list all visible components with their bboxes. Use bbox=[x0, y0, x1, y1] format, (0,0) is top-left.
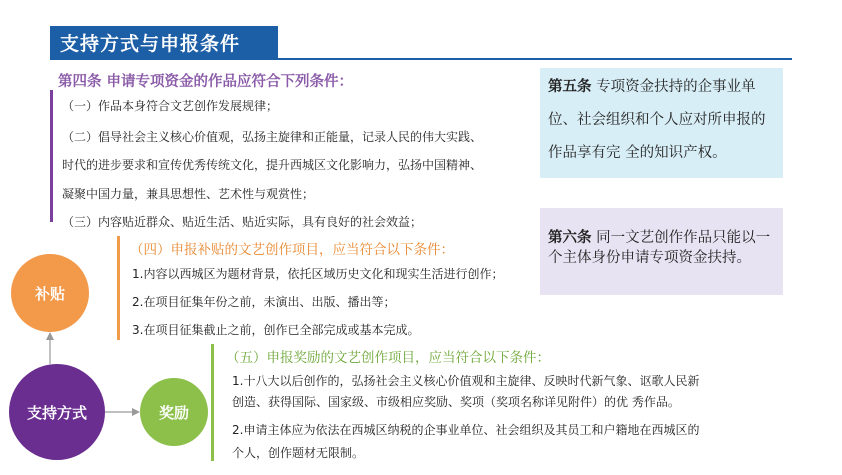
reward-line-2: 创造、获得国际、国家级、市级相应奖励、奖项（奖项名称详见附件）的优 秀作品。 bbox=[232, 395, 680, 409]
article6-text: 同一文艺创作作品只能以一个主体身份申请专项资金扶持。 bbox=[548, 230, 771, 266]
article4-line-3: 时代的进步要求和宣传优秀传统文化，提升西城区文化影响力，弘扬中国精神、 bbox=[62, 158, 483, 172]
reward-heading: （五）申报奖励的文艺创作项目，应当符合以下条件： bbox=[226, 350, 550, 366]
support-method-circle: 支持方式 bbox=[9, 364, 105, 460]
article5-text: 专项资金扶持的企事业单位、社会组织和个人应对所申报的作品享有完 全的知识产权。 bbox=[548, 79, 766, 161]
article4-line-4: 凝聚中国力量，兼具思想性、艺术性与观赏性； bbox=[62, 187, 315, 201]
article4-line-1: （一）作品本身符合文艺创作发展规律； bbox=[62, 99, 279, 113]
subsidy-line-3: 3.在项目征集截止之前，创作已全部完成或基本完成。 bbox=[132, 323, 420, 337]
subsidy-line-2: 2.在项目征集年份之前，未演出、出版、播出等； bbox=[132, 295, 396, 309]
reward-line-4: 个人，创作题材无限制。 bbox=[232, 446, 365, 460]
article4-line-5: （三）内容贴近群众、贴近生活、贴近实际，具有良好的社会效益； bbox=[62, 215, 423, 229]
subsidy-heading: （四）申报补贴的文艺创作项目，应当符合以下条件： bbox=[130, 242, 454, 258]
reward-circle: 奖励 bbox=[140, 378, 208, 446]
reward-line-1: 1.十八大以后创作的，弘扬社会主义核心价值观和主旋律、反映时代新气象、讴歌人民新 bbox=[232, 374, 700, 388]
article4-line-2: （二）倡导社会主义核心价值观，弘扬主旋律和正能量，记录人民的伟大实践、 bbox=[62, 130, 483, 144]
article6-label: 第六条 bbox=[548, 230, 592, 246]
article5-label: 第五条 bbox=[548, 79, 592, 95]
subsidy-circle: 补贴 bbox=[11, 254, 89, 332]
reward-line-3: 2.申请主体应为依法在西城区纳税的企事业单位、社会组织及其员工和户籍地在西城区的 bbox=[232, 423, 700, 437]
arrowhead-up bbox=[46, 332, 54, 340]
article4-heading: 第四条 申请专项资金的作品应符合下列条件： bbox=[58, 74, 354, 90]
arrowhead-right bbox=[132, 408, 140, 416]
page-title: 支持方式与申报条件 bbox=[60, 33, 241, 55]
subsidy-line-1: 1.内容以西城区为题材背景，依托区域历史文化和现实生活进行创作； bbox=[132, 267, 504, 281]
